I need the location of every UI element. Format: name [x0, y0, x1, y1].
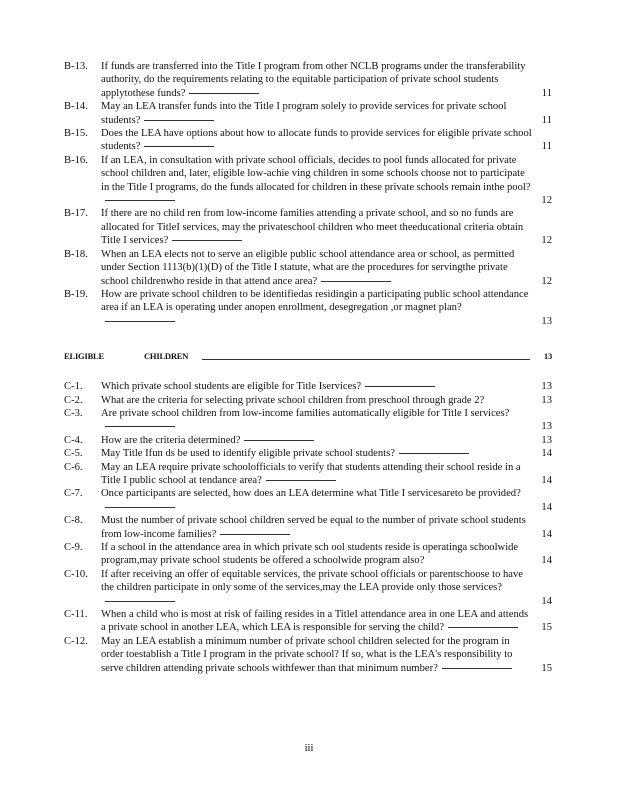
entry-number: B-19.	[64, 288, 88, 300]
entry-question: What are the criteria for selecting private school children from preschool through grade 2?	[101, 394, 485, 406]
toc-entry-c12[interactable]	[64, 635, 552, 675]
dot-leader	[442, 667, 512, 669]
entry-number: C-4.	[64, 434, 83, 446]
entry-page: 11	[541, 87, 552, 99]
table-of-contents	[64, 60, 552, 675]
heading-word-children: CHILDREN	[143, 350, 189, 361]
entry-page: 14	[541, 595, 552, 607]
dot-leader	[399, 452, 469, 454]
entry-page: 12	[541, 235, 552, 247]
toc-entry-c8[interactable]	[64, 514, 552, 541]
entry-number: C-1.	[64, 381, 83, 393]
toc-entry-c9[interactable]	[64, 541, 552, 568]
entry-page: 11	[541, 114, 552, 126]
entry-number: C-3.	[64, 407, 83, 419]
toc-entry-c3[interactable]	[64, 407, 552, 434]
entry-number: B-15.	[64, 128, 88, 140]
dot-leader	[220, 533, 290, 535]
entry-number: C-8.	[64, 515, 83, 527]
entry-question: If funds are transferred into the Title I program from other NCLB programs under the transferability authority, do the requirements relating to the equitable participation of private school students applytothese funds?	[101, 61, 526, 99]
heading-word-eligible: ELIGIBLE	[64, 350, 104, 361]
entry-page: 14	[541, 501, 552, 513]
entry-question: Are private school children from low-income families automatically eligible for Title I services?	[101, 407, 510, 419]
dot-leader	[105, 600, 175, 602]
entry-number: B-18.	[64, 248, 88, 260]
entry-question: May an LEA establish a minimum number of private school children selected for the program in order toestablish a Title I program in the private school? If so, what is the LEA's responsibility to serve children attending private schools withfewer than that minimum number?	[101, 635, 513, 674]
toc-entry-c7[interactable]	[64, 487, 552, 514]
page-number-footer: iii	[304, 743, 314, 754]
toc-entry-b19[interactable]	[64, 288, 552, 328]
toc-entry-c5[interactable]	[64, 447, 552, 460]
entry-question: Which private school students are eligible for Title Iservices?	[101, 381, 362, 393]
entry-number: C-5.	[64, 448, 83, 460]
heading-leader	[202, 359, 530, 360]
section-spacer	[64, 363, 552, 380]
entry-page: 13	[541, 394, 552, 406]
entry-question: How are private school children to be identifiedas residingin a participating public school attendance area if an LEA is operating under anopen enrollment, desegregation ,or magnet plan?	[101, 288, 529, 314]
entry-page: 14	[541, 555, 552, 567]
toc-entry-c2[interactable]	[64, 394, 552, 407]
entry-question: If there are no child ren from low-income families attending a private school, and so no funds are allocated for TitleI services, may the privateschool children who meet theeducational criteria obtain Title I services?	[101, 208, 524, 247]
entry-number: C-9.	[64, 542, 83, 553]
entry-question: When an LEA elects not to serve an eligible public school attendance area or school, as permitted under Section 1113(b)(1)(D) of the Title I statute, what are the procedures for servingthe private school childrenwho reside in that attend ance area?	[101, 248, 515, 287]
toc-entry-b18[interactable]	[64, 248, 552, 288]
entry-question: Must the number of private school children served be equal to the number of private school students from low-income families?	[101, 515, 526, 540]
toc-entry-c10[interactable]	[64, 568, 552, 608]
toc-entry-c6[interactable]	[64, 461, 552, 488]
toc-entry-b15[interactable]	[64, 127, 552, 154]
entry-page: 13	[541, 315, 552, 327]
entry-page: 13	[541, 421, 552, 433]
entry-page: 14	[541, 528, 552, 540]
entry-page: 14	[541, 448, 552, 460]
dot-leader	[105, 506, 175, 508]
toc-entry-b13[interactable]	[64, 60, 552, 100]
dot-leader	[321, 280, 391, 282]
dot-leader	[244, 439, 314, 441]
toc-entry-b17[interactable]	[64, 207, 552, 247]
dot-leader	[172, 239, 242, 241]
entry-page: 13	[541, 381, 552, 393]
entry-number: C-6.	[64, 461, 83, 473]
entry-question: If a school in the attendance area in which private sch ool students reside is operatinga schoolwide program,may private school students be offered a schoolwide program also?	[101, 542, 519, 567]
entry-number: B-17.	[64, 208, 88, 220]
entry-page: 15	[541, 662, 552, 674]
toc-entry-c4[interactable]	[64, 434, 552, 447]
dot-leader	[105, 320, 175, 322]
entry-page: 12	[541, 275, 552, 287]
entry-page: 13	[541, 434, 552, 446]
entry-question: When a child who is most at risk of failing resides in a TitleI attendance area in one LEA and attends a private school in another LEA, which LEA is responsible for serving the child?	[101, 609, 529, 634]
section-heading-eligible-children[interactable]	[64, 349, 552, 363]
dot-leader	[266, 479, 336, 481]
dot-leader	[144, 145, 214, 147]
toc-entry-c11[interactable]	[64, 608, 552, 635]
dot-leader	[144, 119, 214, 121]
entry-question: If an LEA, in consultation with private school officials, decides to pool funds allocated for private school children and, later, eligible low-achie ving children in some schools choose not to participate in the Title I programs, do the funds allocated for children in these private schools remain inthe pool?	[101, 154, 531, 193]
entry-number: B-13.	[64, 61, 88, 72]
dot-leader	[448, 626, 518, 628]
dot-leader	[189, 92, 259, 94]
entry-number: B-16.	[64, 154, 88, 166]
entry-question: Does the LEA have options about how to allocate funds to provide services for eligible private school students?	[101, 128, 532, 153]
toc-entry-b16[interactable]	[64, 154, 552, 208]
entry-page: 15	[541, 622, 552, 634]
entry-number: C-7.	[64, 488, 83, 500]
entry-number: C-2.	[64, 394, 83, 406]
section-spacer	[64, 328, 552, 345]
entry-question: Once participants are selected, how does an LEA determine what Title I servicesareto be provided?	[101, 488, 521, 500]
toc-entry-c1[interactable]	[64, 380, 552, 393]
entry-page: 11	[541, 141, 552, 153]
heading-page: 13	[543, 350, 552, 361]
entry-question: How are the criteria determined?	[101, 434, 241, 446]
entry-question: If after receiving an offer of equitable services, the private school officials or parentschoose to have the children participate in only some of the services,may the LEA provide only those services?	[101, 568, 524, 594]
dot-leader	[105, 425, 175, 427]
entry-page: 12	[541, 195, 552, 207]
entry-number: C-12.	[64, 635, 88, 647]
entry-question: May Title Ifun ds be used to identify eligible private school students?	[101, 448, 395, 460]
entry-number: B-14.	[64, 101, 88, 113]
dot-leader	[105, 199, 175, 201]
entry-number: C-11.	[64, 609, 88, 621]
toc-entry-b14[interactable]	[64, 100, 552, 127]
entry-question: May an LEA transfer funds into the Title I program solely to provide services for private school students?	[101, 101, 507, 126]
entry-page: 14	[541, 474, 552, 486]
entry-number: C-10.	[64, 568, 88, 580]
entry-question: May an LEA require private schoolofficials to verify that students attending their school reside in a Title I public school at tendance area?	[101, 461, 521, 486]
dot-leader	[365, 385, 435, 387]
